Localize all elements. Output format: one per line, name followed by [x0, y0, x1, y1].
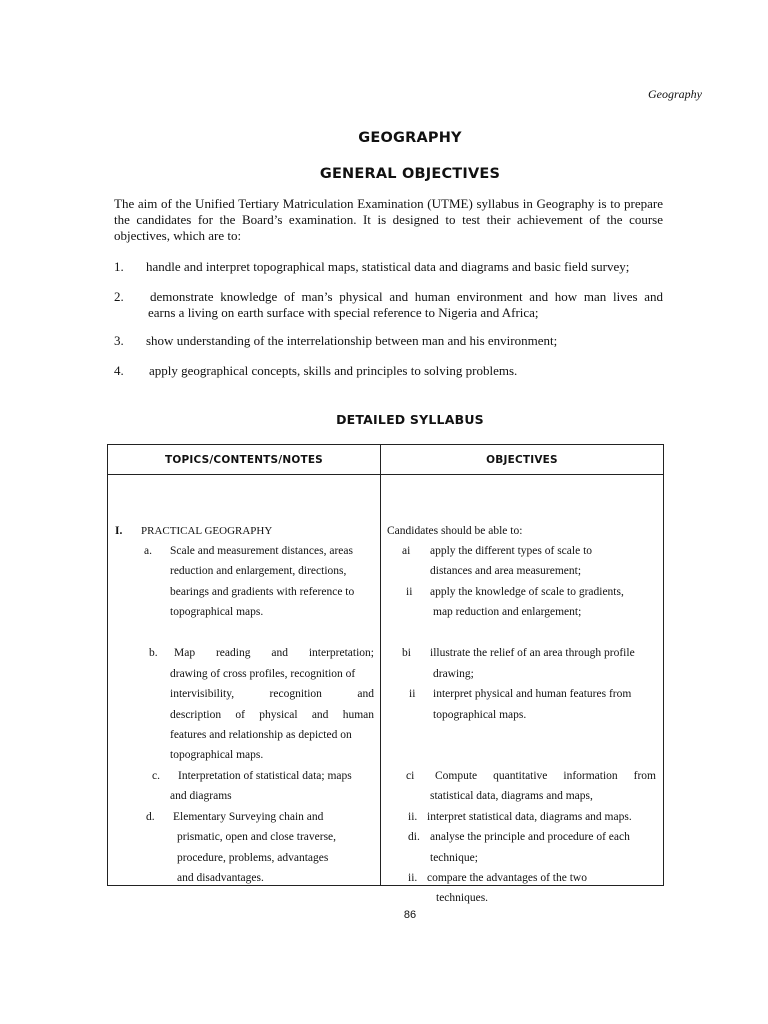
- topic-label-a: a.: [144, 545, 152, 557]
- topic-line: and disadvantages.: [177, 872, 264, 884]
- objective-line: techniques.: [436, 892, 489, 904]
- objective-label: ii: [409, 688, 416, 700]
- topic-line: procedure, problems, advantages: [177, 852, 329, 864]
- objective-line: apply the different types of scale to: [430, 545, 593, 557]
- objective-text: show understanding of the interrelationship between man and his environment;: [146, 333, 558, 348]
- page-number: 86: [403, 909, 417, 921]
- detailed-syllabus-heading: DETAILED SYLLABUS: [336, 412, 484, 427]
- objective-text: demonstrate knowledge of man’s physical and human environment and how man lives and: [150, 289, 663, 304]
- topic-line: bearings and gradients with reference to: [170, 586, 355, 598]
- topic-line: topographical maps.: [170, 749, 264, 761]
- section-number: I.: [115, 525, 123, 537]
- objective-label: ci: [406, 770, 415, 782]
- objective-line: interpret physical and human features from: [433, 688, 632, 700]
- objective-line: statistical data, diagrams and maps,: [430, 790, 593, 802]
- objective-label: ai: [402, 545, 411, 557]
- objective-line: analyse the principle and procedure of each: [430, 831, 630, 843]
- objective-number: 4.: [114, 363, 124, 378]
- topics-cell: [108, 475, 381, 886]
- topic-line: drawing of cross profiles, recognition of: [170, 668, 356, 680]
- topic-line: prismatic, open and close traverse,: [177, 831, 337, 843]
- topic-label-c: c.: [152, 770, 160, 782]
- objective-label: ii.: [408, 872, 418, 884]
- objective-line: distances and area measurement;: [430, 565, 582, 577]
- objective-number: 3.: [114, 333, 124, 348]
- objective-line: Compute quantitative information from: [435, 770, 656, 782]
- objective-label: di.: [408, 831, 420, 843]
- objective-line: apply the knowledge of scale to gradients,: [430, 586, 624, 598]
- topic-line: Interpretation of statistical data; maps: [178, 770, 352, 782]
- objective-line: illustrate the relief of an area through profile: [430, 647, 635, 659]
- topic-line: description of physical and human: [170, 709, 374, 721]
- syllabus-table: [107, 444, 664, 904]
- objectives-intro: Candidates should be able to:: [387, 525, 523, 537]
- topic-line: and diagrams: [170, 790, 232, 802]
- objectives-cell: [381, 475, 664, 904]
- objective-item: [114, 363, 663, 379]
- objective-text: handle and interpret topographical maps, statistical data and diagrams and basic field survey;: [146, 259, 630, 274]
- intro-paragraph: The aim of the Unified Tertiary Matriculation Examination (UTME) syllabus in Geography is to prepare the candidates for the Board’s examination. It is designed to test their achievement of the course objectives, which are to:: [114, 196, 663, 243]
- objective-item: [114, 333, 663, 349]
- objective-text: apply geographical concepts, skills and principles to solving problems.: [149, 363, 518, 378]
- topic-line: features and relationship as depicted on: [170, 729, 352, 741]
- topic-line: Map reading and interpretation;: [174, 647, 374, 659]
- objective-number: 1.: [114, 259, 124, 274]
- objective-label: ii: [406, 586, 413, 598]
- general-objectives-heading: GENERAL OBJECTIVES: [319, 166, 501, 182]
- topic-label-d: d.: [146, 811, 155, 823]
- objective-number: 2.: [114, 289, 124, 304]
- running-head: Geography: [648, 87, 702, 101]
- objective-label: ii.: [408, 811, 418, 823]
- column-header-topics: TOPICS/CONTENTS/NOTES: [108, 445, 381, 475]
- objective-line: map reduction and enlargement;: [433, 606, 582, 618]
- objective-line: drawing;: [433, 668, 474, 680]
- page-title: GEOGRAPHY: [358, 130, 462, 146]
- objective-line: technique;: [430, 852, 478, 864]
- objective-text-continued: earns a living on earth surface with special reference to Nigeria and Africa;: [148, 305, 539, 320]
- objective-line: topographical maps.: [433, 709, 527, 721]
- section-title: PRACTICAL GEOGRAPHY: [141, 525, 273, 537]
- column-header-objectives: OBJECTIVES: [381, 445, 664, 475]
- objective-line: interpret statistical data, diagrams and maps.: [427, 811, 632, 823]
- topic-line: intervisibility, recognition and: [170, 688, 374, 700]
- objective-line: compare the advantages of the two: [427, 872, 587, 884]
- topic-line: Scale and measurement distances, areas: [170, 545, 353, 557]
- topic-line: reduction and enlargement, directions,: [170, 565, 347, 577]
- topic-line: Elementary Surveying chain and: [173, 811, 324, 823]
- topic-line: topographical maps.: [170, 606, 264, 618]
- objective-item: [114, 259, 663, 275]
- objective-item: [114, 289, 663, 321]
- topic-label-b: b.: [149, 647, 158, 659]
- objective-label: bi: [402, 647, 411, 659]
